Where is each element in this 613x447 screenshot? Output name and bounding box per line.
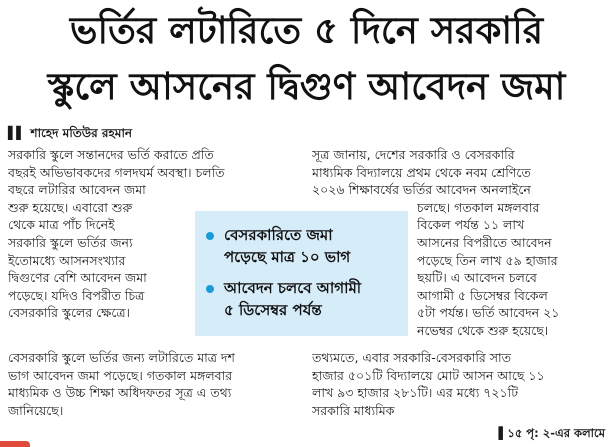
text-line: ২০২৬ শিক্ষাবর্ষের ভর্তির আবেদন অনলাইনে	[312, 182, 531, 198]
text-line: আগামী ৫ ডিসেম্বর বিকেল	[417, 287, 548, 303]
highlight-callout	[195, 211, 408, 336]
left-column-bottom	[8, 349, 303, 419]
text-line: হাজার ৫০১টি বিদ্যালয়ে মোট আসন আছে ১১	[312, 367, 545, 383]
text-line: বছরে লটারির আবেদন জমা	[8, 182, 146, 198]
text-line: ইতোমধ্যে আসনসংখ্যার	[8, 252, 126, 268]
text-line: জানিয়েছে।	[8, 402, 64, 418]
corner-mark	[0, 441, 30, 447]
byline-mark: ▌▌	[8, 126, 25, 140]
bullet-icon	[206, 232, 214, 240]
text-line: মাধ্যমিক বিদ্যালয়ে প্রথম থেকে নবম শ্রেণিতে	[312, 164, 531, 180]
text-line: তথ্যমতে, এবার সরকারি-বেসরকারি সাত	[312, 350, 512, 365]
text-line: লাখ ৯৩ হাজার ২৮১টি। এর মধ্যে ৭২১টি	[312, 385, 519, 401]
text-line: আসনের বিপরীতে আবেদন	[417, 234, 552, 250]
continuation-note: ▌১৫ পৃ: ২-এর কলামে	[498, 426, 605, 440]
text-line: পড়েছে। যদিও বিপরীত চিত্র	[8, 287, 145, 303]
text-line: সরকারি স্কুলে সন্তানদের ভর্তি করাতে প্রতি	[8, 147, 214, 162]
text-line: বেসরকারি স্কুলে ভর্তির জন্য লটারিতে মাত্র দশ	[8, 350, 235, 365]
bullet-icon	[206, 285, 214, 293]
text-line: ৫টা পর্যন্ত। ভর্তি আবেদন ২১	[417, 305, 560, 321]
text-line: সরকারি স্কুলে ভর্তির জন্য	[8, 234, 133, 250]
text-line: চলছে। গতকাল মঙ্গলবার	[417, 199, 540, 215]
callout-item-2-line-2: ৫ ডিসেম্বর পর্যন্ত	[224, 301, 322, 319]
headline-line-1: ভর্তির লটারিতে ৫ দিনে সরকারি	[69, 9, 544, 52]
text-line: ছয়টি। এ আবেদন চলবে	[417, 270, 537, 286]
text-line: ভাগ আবেদন জমা পড়েছে। গতকাল মঙ্গলবার	[8, 367, 233, 383]
text-line: বেসরকারি স্কুলের ক্ষেত্রে।	[8, 305, 131, 321]
text-line: দ্বিগুণের বেশি আবেদন জমা	[8, 270, 147, 286]
right-column-bottom	[312, 349, 608, 419]
text-line: মাধ্যমিক ও উচ্চ শিক্ষা অধিদফতর সূত্র এ তথ্য	[8, 385, 232, 401]
callout-item-2-line-1: আবেদন চলবে আগামী	[224, 279, 362, 297]
text-line: বছরই অভিভাবকদের গলদঘর্ম অবস্থা। চলতি	[8, 164, 225, 180]
text-line: বিকেল পর্যন্ত ১১ লাখ	[417, 217, 525, 233]
headline-line-2: স্কুলে আসনের দ্বিগুণ আবেদন জমা	[47, 65, 566, 108]
text-line: সরকারি মাধ্যমিক	[312, 402, 395, 418]
right-column-narrow	[417, 199, 609, 340]
text-line: সূত্র জানায়, দেশের সরকারি ও বেসরকারি	[312, 147, 515, 162]
text-line: পড়েছে তিন লাখ ৫৯ হাজার	[417, 252, 558, 268]
callout-item-1-line-2: পড়েছে মাত্র ১০ ভাগ	[224, 248, 351, 266]
left-column-top	[8, 146, 308, 181]
byline-author: শাহেদ মতিউর রহমান	[30, 126, 133, 140]
text-line: নভেম্বর থেকে শুরু হয়েছে।	[417, 322, 549, 338]
text-line: শুরু হয়েছে। এবারো শুরু	[8, 199, 133, 215]
text-line: থেকে মাত্র পাঁচ দিনেই	[8, 217, 115, 233]
left-column-narrow	[8, 181, 198, 322]
right-column-top	[312, 146, 608, 199]
callout-item-1-line-1: বেসরকারিতে জমা	[224, 226, 333, 244]
byline	[8, 124, 132, 142]
